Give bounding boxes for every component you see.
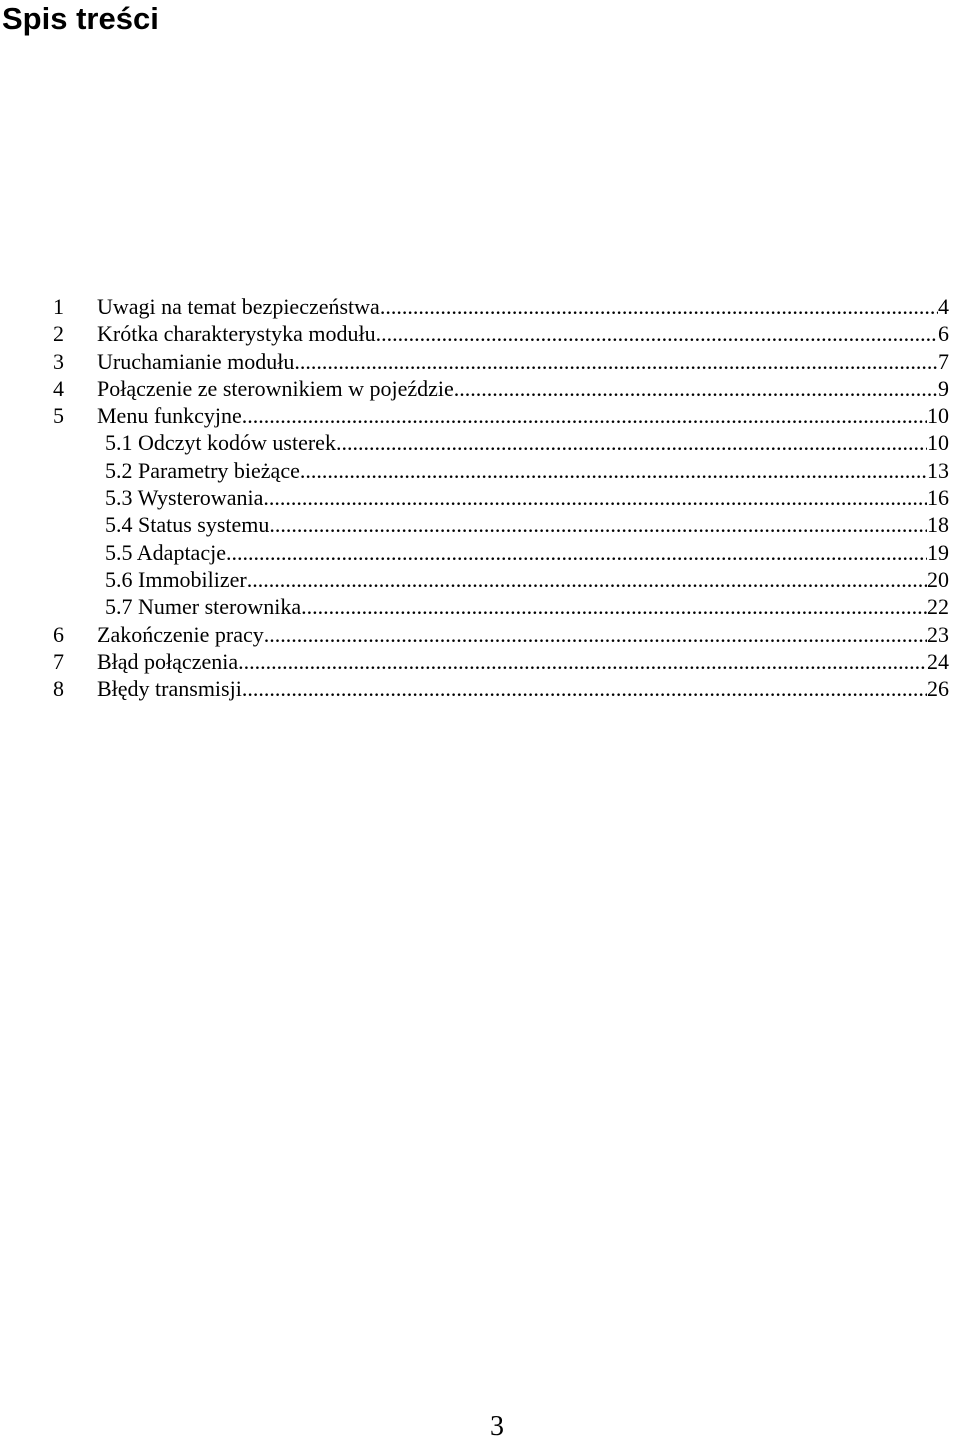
toc-entry-number: 8 bbox=[53, 676, 64, 702]
toc-entry-page: 10 bbox=[927, 403, 949, 429]
toc-entry-title: 5.5 Adaptacje bbox=[105, 539, 226, 565]
toc-entry-page: 13 bbox=[927, 457, 949, 483]
toc-entry-title: 5.4 Status systemu bbox=[105, 512, 270, 538]
toc-entry-page: 18 bbox=[927, 512, 949, 538]
toc-entry-page: 24 bbox=[927, 648, 949, 674]
toc-entry-page: 23 bbox=[927, 621, 949, 647]
toc-entry-number: 7 bbox=[53, 648, 64, 674]
toc-entry[interactable] bbox=[0, 375, 960, 402]
dot-leader bbox=[294, 348, 938, 375]
dot-leader bbox=[376, 320, 938, 347]
toc-entry[interactable] bbox=[0, 293, 960, 320]
dot-leader bbox=[247, 566, 927, 593]
toc-entry-title: 5.7 Numer sterownika bbox=[105, 594, 302, 620]
dot-leader bbox=[242, 402, 927, 429]
toc-entry-page: 22 bbox=[927, 594, 949, 620]
toc-entry-number: 5 bbox=[53, 403, 64, 429]
dot-leader bbox=[269, 511, 927, 538]
toc-entry-title: Połączenie ze sterownikiem w pojeździe bbox=[97, 375, 454, 401]
toc-entry-number: 4 bbox=[53, 375, 64, 401]
dot-leader bbox=[226, 539, 927, 566]
toc-entry-page: 4 bbox=[938, 294, 949, 319]
toc-subentry[interactable] bbox=[0, 593, 960, 620]
toc-entry-page: 16 bbox=[927, 485, 949, 511]
toc-subentry[interactable] bbox=[0, 457, 960, 484]
toc-subentry[interactable] bbox=[0, 484, 960, 511]
toc-entry-page: 6 bbox=[938, 321, 949, 347]
toc-entry-title: Błąd połączenia bbox=[97, 648, 239, 674]
toc-entry-number: 3 bbox=[53, 348, 64, 374]
toc-entry-title: Krótka charakterystyka modułu bbox=[97, 321, 376, 347]
toc-entry-page: 26 bbox=[927, 676, 949, 702]
toc-entry-page: 7 bbox=[938, 348, 949, 374]
toc-entry[interactable] bbox=[0, 621, 960, 648]
table-of-contents bbox=[0, 293, 960, 702]
page-number: 3 bbox=[490, 1411, 504, 1442]
toc-entry-title: Błędy transmisji bbox=[97, 676, 242, 702]
toc-entry[interactable] bbox=[0, 402, 960, 429]
toc-entry-title: 5.2 Parametry bieżące bbox=[105, 457, 300, 483]
toc-entry-title: Menu funkcyjne bbox=[97, 403, 242, 429]
dot-leader bbox=[242, 675, 927, 702]
toc-entry[interactable] bbox=[0, 675, 960, 702]
toc-subentry[interactable] bbox=[0, 566, 960, 593]
toc-entry-number: 6 bbox=[53, 621, 64, 647]
toc-entry[interactable] bbox=[0, 320, 960, 347]
toc-subentry[interactable] bbox=[0, 511, 960, 538]
dot-leader bbox=[238, 648, 927, 675]
toc-entry-page: 20 bbox=[927, 566, 949, 592]
page-title: Spis treści bbox=[2, 1, 159, 36]
dot-leader bbox=[264, 621, 927, 648]
dot-leader bbox=[380, 293, 938, 320]
dot-leader bbox=[454, 375, 938, 402]
toc-entry-title: Zakończenie pracy bbox=[97, 621, 264, 647]
dot-leader bbox=[301, 593, 927, 620]
toc-entry[interactable] bbox=[0, 348, 960, 375]
toc-entry-page: 9 bbox=[938, 375, 949, 401]
toc-entry-title: Uwagi na temat bezpieczeństwa bbox=[97, 294, 380, 319]
toc-entry-page: 10 bbox=[927, 430, 949, 456]
dot-leader bbox=[300, 457, 927, 484]
toc-entry-number: 1 bbox=[53, 294, 64, 319]
toc-entry-title: 5.3 Wysterowania bbox=[105, 485, 264, 511]
dot-leader bbox=[336, 429, 927, 456]
toc-entry-page: 19 bbox=[927, 539, 949, 565]
toc-entry-number: 2 bbox=[53, 321, 64, 347]
toc-subentry[interactable] bbox=[0, 539, 960, 566]
toc-entry-title: 5.6 Immobilizer bbox=[105, 566, 247, 592]
toc-subentry[interactable] bbox=[0, 429, 960, 456]
dot-leader bbox=[263, 484, 927, 511]
toc-entry-title: Uruchamianie modułu bbox=[97, 348, 295, 374]
toc-entry[interactable] bbox=[0, 648, 960, 675]
toc-entry-title: 5.1 Odczyt kodów usterek bbox=[105, 430, 336, 456]
